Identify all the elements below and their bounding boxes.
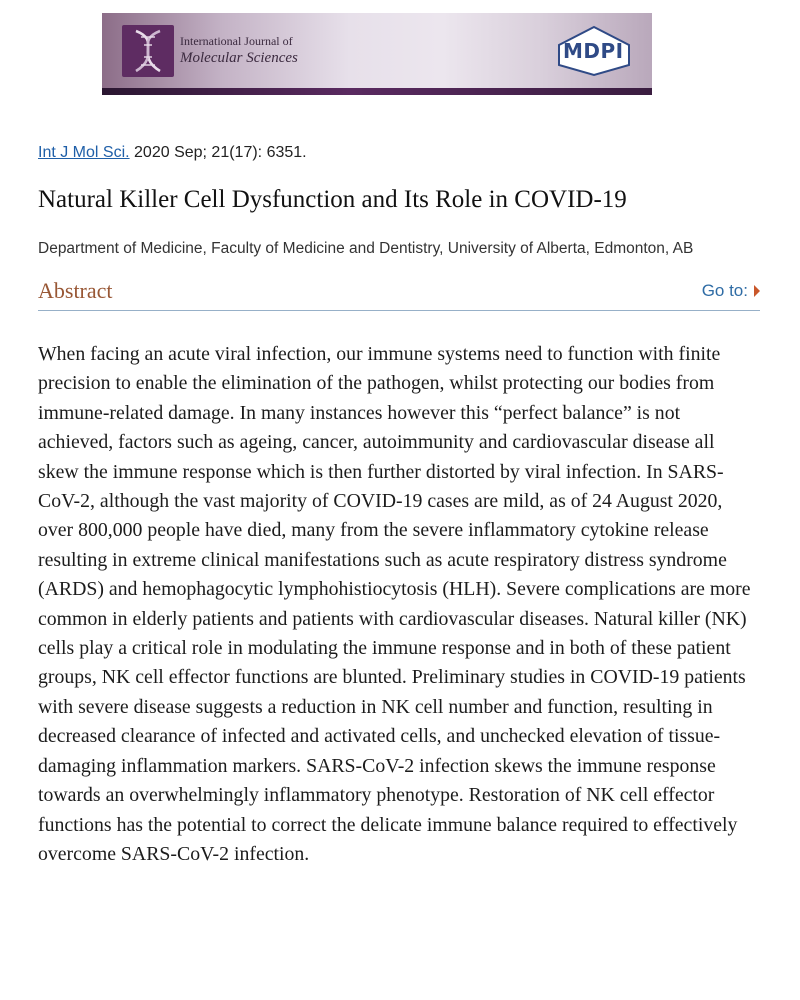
- journal-banner[interactable]: [102, 13, 652, 95]
- journal-name: [180, 33, 298, 67]
- citation-line: [38, 144, 307, 162]
- abstract-section-header: [38, 278, 760, 311]
- author-affiliation: Department of Medicine, Faculty of Medicine and Dentistry, University of Alberta, Edmonton, AB: [38, 240, 694, 257]
- caret-right-icon[interactable]: [754, 285, 760, 297]
- dna-logo-icon: [122, 25, 174, 77]
- publisher-name: MDPI: [563, 39, 624, 63]
- section-title: Abstract: [38, 278, 113, 303]
- goto-label[interactable]: Go to:: [701, 281, 748, 300]
- journal-name-line1: International Journal of: [180, 34, 293, 48]
- journal-link[interactable]: Int J Mol Sci.: [38, 144, 130, 161]
- banner-bottom-bar: [102, 88, 652, 95]
- citation-details: 2020 Sep; 21(17): 6351.: [129, 144, 307, 161]
- journal-name-line2: Molecular Sciences: [180, 50, 298, 66]
- publisher-logo[interactable]: [555, 25, 633, 77]
- goto-menu[interactable]: [702, 281, 760, 301]
- article-title: Natural Killer Cell Dysfunction and Its Role in COVID-19: [38, 186, 627, 213]
- abstract-text: When facing an acute viral infection, our immune systems need to function with finite precision to enable the elimination of the pathogen, whilst protecting our bodies from immune-related damage. In many instances however this “perfect balance” is not achieved, factors such as ageing, cancer, autoimmunity and cardiovascular disease all skew the immune response which is then further distorted by viral infection. In SARS-CoV-2, although the vast majority of COVID-19 cases are mild, as of 24 August 2020, over 800,000 people have died, many from the severe inflammatory cytokine release resulting in extreme clinical manifestations such as acute respiratory distress syndrome (ARDS) and hemophagocytic lymphohistiocytosis (HLH). Severe complications are more common in elderly patients and patients with cardiovascular diseases. Natural killer (NK) cells play a critical role in modulating the immune response and in both of these patient groups, NK cell effector functions are blunted. Preliminary studies in COVID-19 patients with severe disease suggests a reduction in NK cell number and function, resulting in decreased clearance of infected and activated cells, and unchecked elevation of tissue-damaging inflammation markers. SARS-CoV-2 infection skews the immune response towards an overwhelmingly inflammatory phenotype. Restoration of NK cell effector functions has the potential to correct the delicate immune balance required to effectively overcome SARS-CoV-2 infection.: [38, 343, 751, 865]
